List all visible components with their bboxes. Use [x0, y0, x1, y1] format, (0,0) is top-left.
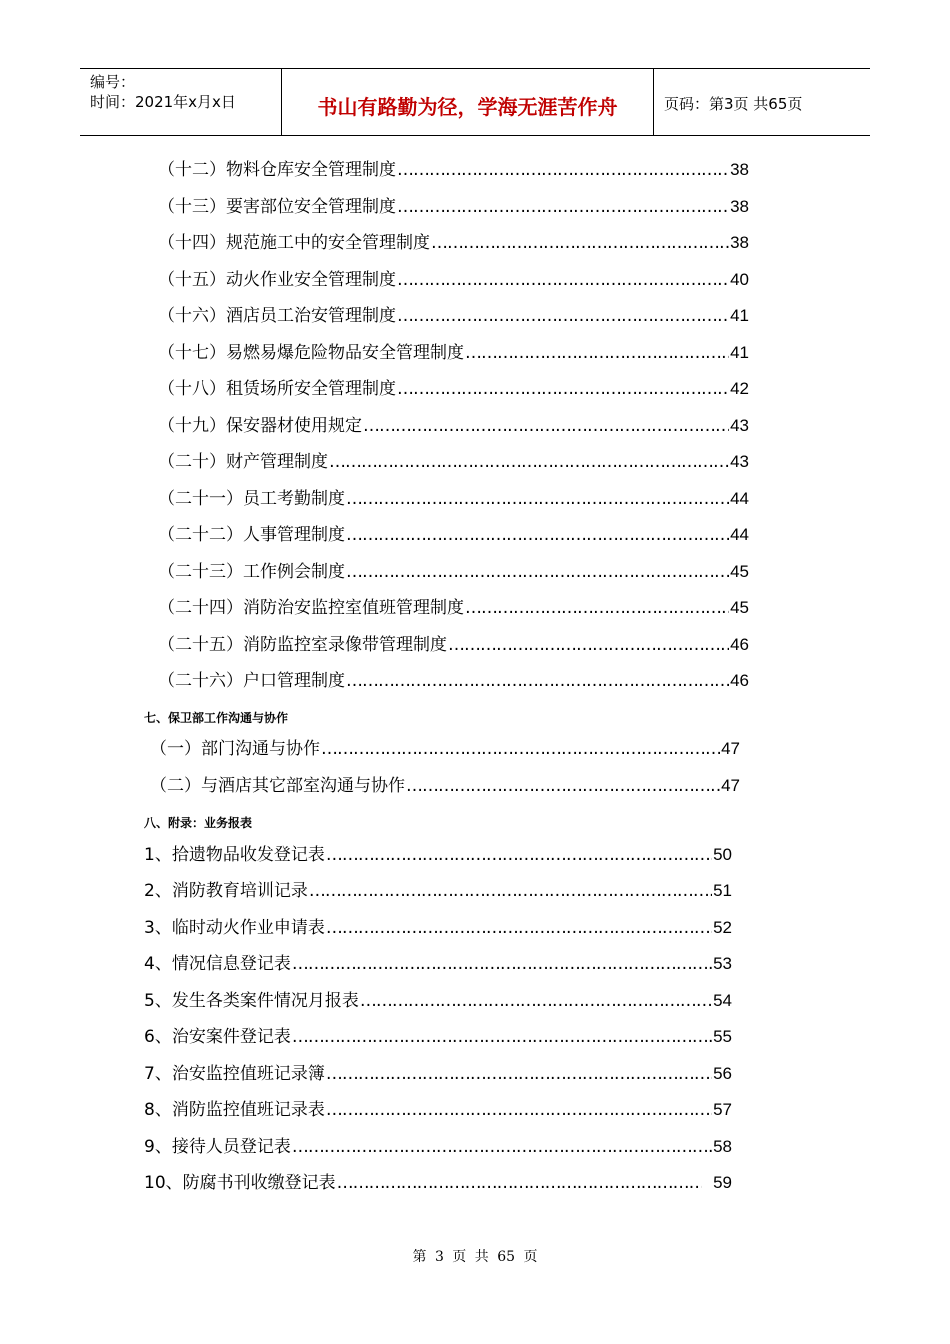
toc-entry[interactable] [158, 231, 749, 255]
toc-entry-title: 3、临时动火作业申请表 [144, 918, 325, 938]
toc-entry-page: 41 [730, 306, 749, 325]
toc-leader-dots [326, 843, 712, 867]
toc-entry[interactable] [158, 487, 749, 511]
section-heading: 七、保卫部工作沟通与协作 [144, 711, 289, 725]
toc-leader-dots [337, 1171, 702, 1195]
toc-entry[interactable] [144, 843, 732, 867]
toc-entry-title: （十三）要害部位安全管理制度 [158, 197, 396, 217]
page-footer: 第 3 页 共 65 页 [412, 1249, 538, 1265]
toc-leader-dots [363, 414, 729, 438]
toc-entry-page: 43 [730, 416, 749, 435]
toc-entry-page: 45 [730, 562, 749, 581]
toc-entry[interactable] [144, 1098, 732, 1122]
toc-entry-title: 7、治安监控值班记录簿 [144, 1064, 325, 1084]
document-code-label: 编号： [90, 73, 136, 91]
toc-entry[interactable] [144, 1171, 732, 1195]
toc-entry[interactable] [158, 633, 749, 657]
toc-entry-title: 8、消防监控值班记录表 [144, 1100, 325, 1120]
toc-entry-title: 10、防腐书刊收缴登记表 [144, 1173, 336, 1193]
header-page-label: 页码：第3页 共65页 [664, 95, 803, 113]
toc-entry-page: 58 [713, 1137, 732, 1156]
toc-entry[interactable] [158, 304, 749, 328]
toc-entry-title: （二）与酒店其它部室沟通与协作 [150, 776, 405, 796]
toc-entry-page: 44 [730, 525, 749, 544]
toc-leader-dots [397, 304, 729, 328]
toc-leader-dots [326, 916, 712, 940]
toc-entry-page: 51 [713, 881, 732, 900]
toc-entry[interactable] [158, 377, 749, 401]
toc-entry-page: 57 [713, 1100, 732, 1119]
toc-leader-dots [346, 669, 729, 693]
toc-entry-page: 42 [730, 379, 749, 398]
toc-leader-dots [309, 879, 712, 903]
header-motto: 书山有路勤为径，学海无涯苦作舟 [317, 95, 618, 119]
toc-entry-title: （二十二）人事管理制度 [158, 525, 345, 545]
toc-entry-page: 53 [713, 954, 732, 973]
toc-leader-dots [397, 377, 729, 401]
toc-entry-page: 52 [713, 918, 732, 937]
toc-entry-page: 40 [730, 270, 749, 289]
toc-leader-dots [397, 195, 729, 219]
toc-entry-title: （二十五）消防监控室录像带管理制度 [158, 635, 447, 655]
toc-entry-page: 47 [721, 776, 740, 795]
toc-entry-page: 43 [730, 452, 749, 471]
toc-entry-page: 41 [730, 343, 749, 362]
toc-entry-page: 59 [713, 1173, 732, 1192]
toc-entry-title: （一）部门沟通与协作 [150, 739, 320, 759]
toc-entry-title: （十八）租赁场所安全管理制度 [158, 379, 396, 399]
toc-entry-title: （二十三）工作例会制度 [158, 562, 345, 582]
toc-entry-title: （二十四）消防治安监控室值班管理制度 [158, 598, 464, 618]
toc-entry-title: （十二）物料仓库安全管理制度 [158, 160, 396, 180]
toc-leader-dots [397, 158, 729, 182]
toc-leader-dots [346, 560, 729, 584]
toc-entry-page: 44 [730, 489, 749, 508]
toc-entry-page: 56 [713, 1064, 732, 1083]
toc-leader-dots [326, 1098, 712, 1122]
toc-leader-dots [448, 633, 729, 657]
toc-entry-page: 38 [730, 233, 749, 252]
toc-entry[interactable] [158, 450, 749, 474]
toc-entry[interactable] [158, 195, 749, 219]
toc-entry-title: 1、拾遗物品收发登记表 [144, 845, 325, 865]
toc-leader-dots [360, 989, 712, 1013]
toc-entry-page: 38 [730, 160, 749, 179]
toc-entry-title: 4、情况信息登记表 [144, 954, 291, 974]
toc-entry[interactable] [150, 737, 740, 761]
toc-entry-title: 9、接待人员登记表 [144, 1137, 291, 1157]
toc-entry-title: （二十）财产管理制度 [158, 452, 328, 472]
toc-entry-page: 47 [721, 739, 740, 758]
toc-leader-dots [346, 487, 729, 511]
toc-entry-title: 2、消防教育培训记录 [144, 881, 308, 901]
toc-leader-dots [292, 1135, 712, 1159]
toc-leader-dots [321, 737, 720, 761]
toc-entry[interactable] [150, 774, 740, 798]
toc-leader-dots [326, 1062, 712, 1086]
toc-entry-title: （十七）易燃易爆危险物品安全管理制度 [158, 343, 464, 363]
toc-leader-dots [292, 952, 712, 976]
toc-entry[interactable] [158, 596, 749, 620]
toc-entry-page: 45 [730, 598, 749, 617]
toc-entry[interactable] [144, 1025, 732, 1049]
toc-entry[interactable] [144, 989, 732, 1013]
toc-entry-title: （十九）保安器材使用规定 [158, 416, 362, 436]
toc-leader-dots [329, 450, 729, 474]
toc-leader-dots [465, 596, 729, 620]
toc-entry-title: （二十六）户口管理制度 [158, 671, 345, 691]
toc-entry-page: 54 [713, 991, 732, 1010]
toc-entry-page: 55 [713, 1027, 732, 1046]
section-heading: 八、附录：业务报表 [144, 816, 253, 830]
toc-entry-title: 6、治安案件登记表 [144, 1027, 291, 1047]
toc-entry-page: 46 [730, 671, 749, 690]
toc-entry[interactable] [158, 341, 749, 365]
toc-entry-title: （十四）规范施工中的安全管理制度 [158, 233, 430, 253]
toc-entry[interactable] [144, 1062, 732, 1086]
toc-entry-page: 38 [730, 197, 749, 216]
toc-entry-page: 46 [730, 635, 749, 654]
toc-entry[interactable] [158, 669, 749, 693]
toc-leader-dots [431, 231, 729, 255]
toc-entry[interactable] [144, 916, 732, 940]
toc-entry[interactable] [158, 560, 749, 584]
toc-entry[interactable] [158, 414, 749, 438]
toc-entry-title: （十六）酒店员工治安管理制度 [158, 306, 396, 326]
toc-entry[interactable] [144, 952, 732, 976]
toc-entry[interactable] [158, 523, 749, 547]
toc-entry[interactable] [144, 879, 732, 903]
toc-leader-dots [397, 268, 729, 292]
toc-entry[interactable] [144, 1135, 732, 1159]
toc-leader-dots [346, 523, 729, 547]
toc-leader-dots [406, 774, 720, 798]
toc-entry[interactable] [158, 268, 749, 292]
toc-entry-title: （二十一）员工考勤制度 [158, 489, 345, 509]
toc-entry-title: 5、发生各类案件情况月报表 [144, 991, 359, 1011]
toc-entry[interactable] [158, 158, 749, 182]
document-time-label: 时间：2021年x月x日 [90, 93, 236, 111]
toc-entry-title: （十五）动火作业安全管理制度 [158, 270, 396, 290]
toc-entry-page: 50 [713, 845, 732, 864]
toc-leader-dots [465, 341, 729, 365]
toc-leader-dots [292, 1025, 712, 1049]
